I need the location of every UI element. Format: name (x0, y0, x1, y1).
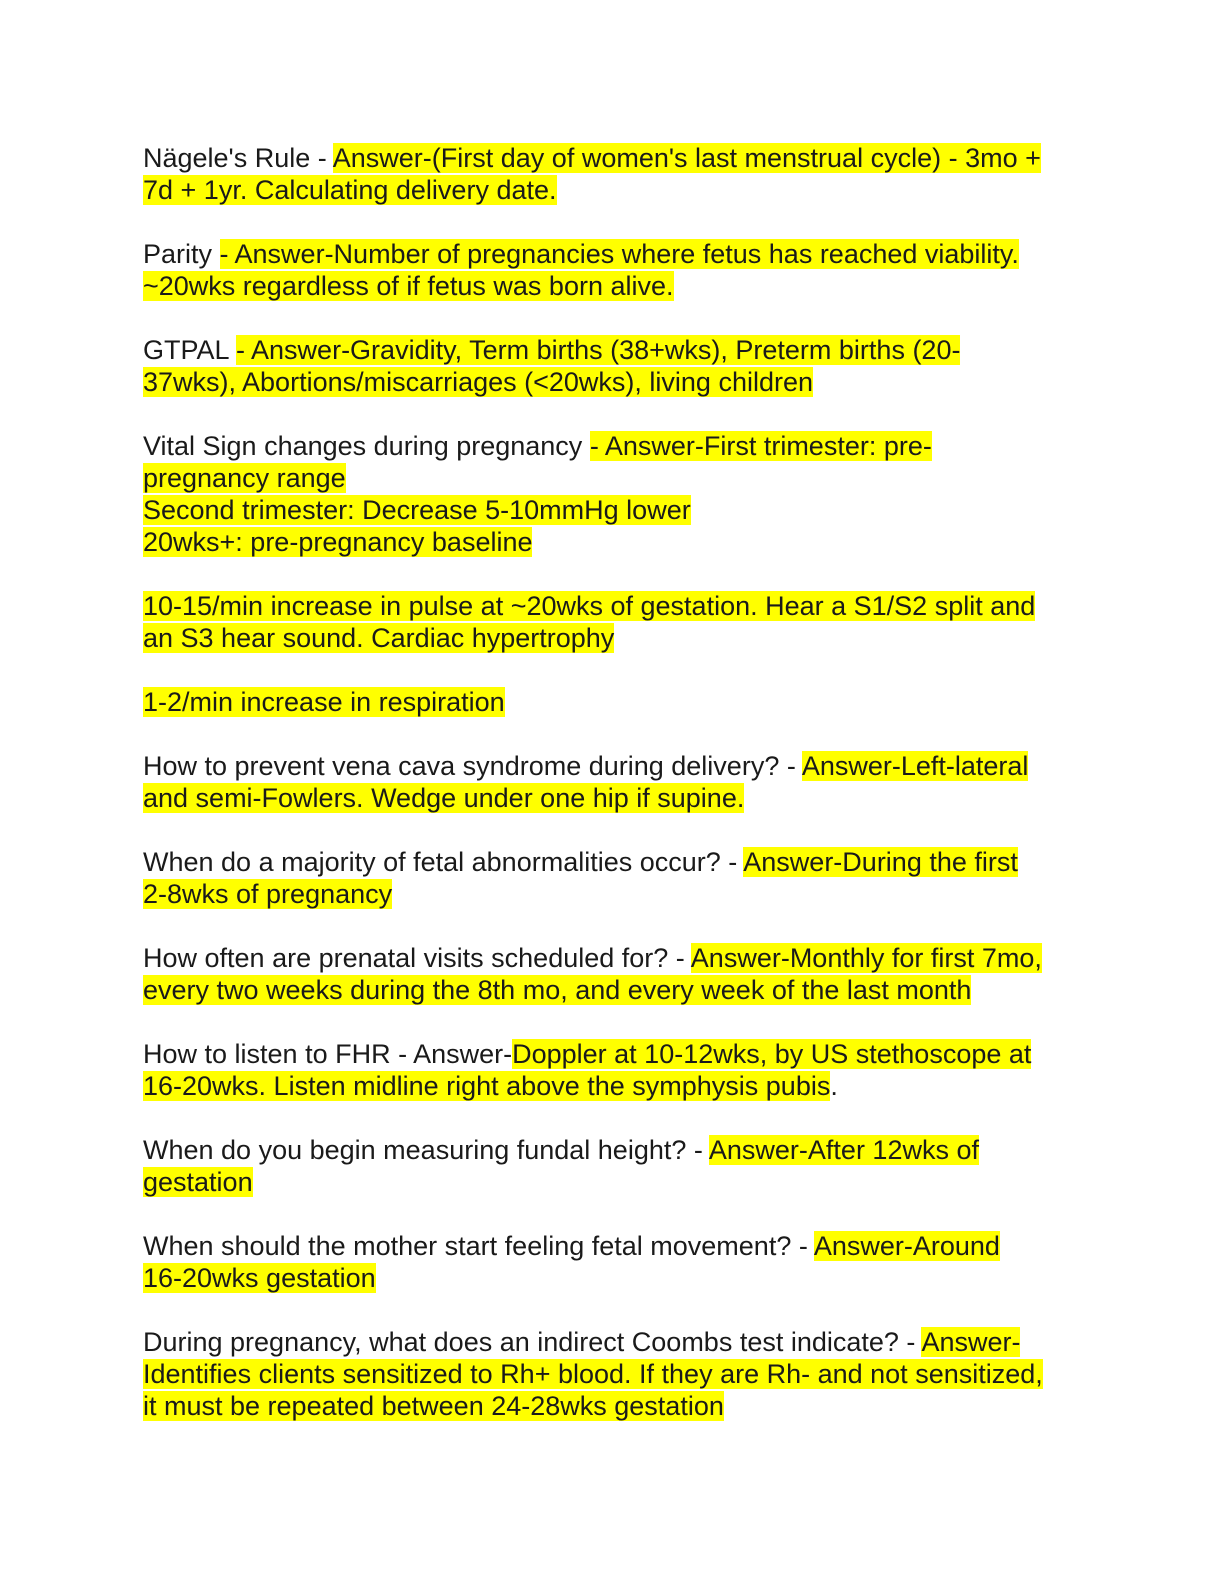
highlighted-answer-text: Answer-Left-lateral (801, 751, 1029, 781)
highlighted-answer-text: Answer-After 12wks of (708, 1135, 979, 1165)
highlighted-answer-text: 20wks+: pre-pregnancy baseline (143, 527, 533, 557)
question-text: How to prevent vena cava syndrome during delivery? - (143, 751, 802, 781)
question-text: When do a majority of fetal abnormalities occur? - (143, 847, 744, 877)
highlighted-answer-text: Answer-Around (813, 1231, 1000, 1261)
text-line (143, 1166, 1083, 1198)
highlighted-answer-text: every two weeks during the 8th mo, and every week of the last month (143, 975, 972, 1005)
text-line (143, 1070, 1083, 1102)
text-line (143, 686, 1083, 718)
text-line (143, 270, 1083, 302)
question-text: How often are prenatal visits scheduled for? - (143, 943, 691, 973)
highlighted-answer-text: Doppler at 10-12wks, by US stethoscope at (512, 1039, 1032, 1069)
text-line (143, 1262, 1083, 1294)
text-line (143, 1230, 1083, 1262)
question-text: Nägele's Rule - (143, 143, 333, 173)
highlighted-answer-text: Answer-During the first (743, 847, 1018, 877)
question-text: When should the mother start feeling fetal movement? - (143, 1231, 814, 1261)
highlighted-answer-text: - Answer-Number of pregnancies where fetus has reached viability. (219, 239, 1019, 269)
qa-entry (143, 750, 1083, 814)
highlighted-answer-text: and semi-Fowlers. Wedge under one hip if supine. (143, 783, 745, 813)
text-line (143, 366, 1083, 398)
text-line (143, 430, 1083, 462)
highlighted-answer-text: Second trimester: Decrease 5-10mmHg lower (143, 495, 691, 525)
question-text: GTPAL (143, 335, 237, 365)
highlighted-answer-text: 16-20wks gestation (143, 1263, 376, 1293)
text-line (143, 782, 1083, 814)
highlighted-answer-text: 7d + 1yr. Calculating delivery date. (143, 175, 557, 205)
text-line (143, 174, 1083, 206)
highlighted-answer-text: 10-15/min increase in pulse at ~20wks of gestation. Hear a S1/S2 split and (143, 591, 1036, 621)
text-line (143, 1038, 1083, 1070)
qa-entry (143, 1230, 1083, 1294)
highlighted-answer-text: gestation (143, 1167, 253, 1197)
document-page (143, 142, 1083, 1422)
qa-entry (143, 1326, 1083, 1422)
qa-entry (143, 1134, 1083, 1198)
question-text: During pregnancy, what does an indirect Coombs test indicate? - (143, 1327, 922, 1357)
highlighted-answer-text: - Answer-Gravidity, Term births (38+wks), Preterm births (20- (236, 335, 961, 365)
text-line (143, 462, 1083, 494)
highlighted-answer-text: Answer-Monthly for first 7mo, (690, 943, 1042, 973)
highlighted-answer-text: Identifies clients sensitized to Rh+ blood. If they are Rh- and not sensitized, (143, 1359, 1043, 1389)
highlighted-answer-text: - Answer-First trimester: pre- (589, 431, 932, 461)
qa-entry (143, 238, 1083, 302)
question-text: Parity (143, 239, 220, 269)
highlighted-answer-text: ~20wks regardless of if fetus was born alive. (143, 271, 674, 301)
question-text: . (830, 1071, 838, 1101)
text-line (143, 1134, 1083, 1166)
question-text: When do you begin measuring fundal height? - (143, 1135, 709, 1165)
qa-entry (143, 846, 1083, 910)
text-line (143, 1390, 1083, 1422)
text-line (143, 750, 1083, 782)
highlighted-answer-text: 1-2/min increase in respiration (143, 687, 505, 717)
qa-entry (143, 334, 1083, 398)
text-line (143, 974, 1083, 1006)
highlighted-answer-text: pregnancy range (143, 463, 346, 493)
text-line (143, 142, 1083, 174)
text-line (143, 1358, 1083, 1390)
highlighted-answer-text: Answer-(First day of women's last menstrual cycle) - 3mo + (332, 143, 1041, 173)
highlighted-answer-text: an S3 hear sound. Cardiac hypertrophy (143, 623, 615, 653)
question-text: Vital Sign changes during pregnancy (143, 431, 590, 461)
text-line (143, 526, 1083, 558)
text-line (143, 878, 1083, 910)
highlighted-answer-text: 16-20wks. Listen midline right above the symphysis pubis (143, 1071, 831, 1101)
text-line (143, 590, 1083, 622)
qa-entry (143, 430, 1083, 558)
text-line (143, 238, 1083, 270)
qa-entry (143, 686, 1083, 718)
text-line (143, 494, 1083, 526)
qa-entry (143, 1038, 1083, 1102)
question-text: How to listen to FHR - Answer- (143, 1039, 513, 1069)
qa-entry (143, 590, 1083, 654)
qa-entry (143, 942, 1083, 1006)
text-line (143, 1326, 1083, 1358)
text-line (143, 846, 1083, 878)
highlighted-answer-text: 2-8wks of pregnancy (143, 879, 393, 909)
highlighted-answer-text: it must be repeated between 24-28wks gestation (143, 1391, 724, 1421)
highlighted-answer-text: Answer- (921, 1327, 1021, 1357)
text-line (143, 622, 1083, 654)
qa-entry (143, 142, 1083, 206)
text-line (143, 942, 1083, 974)
text-line (143, 334, 1083, 366)
highlighted-answer-text: 37wks), Abortions/miscarriages (<20wks), living children (143, 367, 814, 397)
